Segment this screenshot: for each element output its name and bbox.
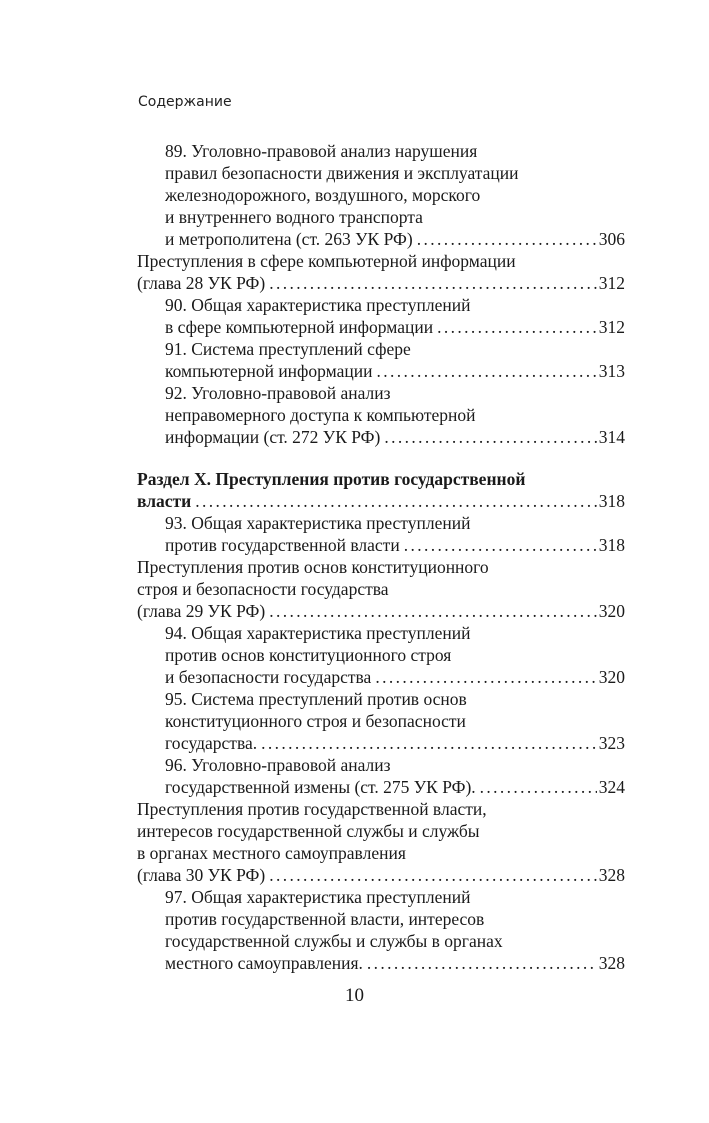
- toc-page-number: 306: [598, 229, 625, 249]
- toc-line: и безопасности государства: [165, 667, 372, 687]
- toc-line: в сфере компьютерной информации: [165, 317, 434, 337]
- toc-entry-95[interactable]: [137, 688, 625, 754]
- dot-leader: [480, 776, 597, 798]
- toc-entry-chapter-29[interactable]: [137, 556, 625, 622]
- toc-page-number: 312: [598, 273, 625, 293]
- toc-line: власти: [137, 491, 192, 511]
- dot-leader: [417, 228, 597, 250]
- toc-page-number: 318: [598, 491, 625, 511]
- toc-line: против государственной власти, интересов: [165, 909, 485, 929]
- toc-entry-97[interactable]: [137, 886, 625, 974]
- toc-line: (глава 29 УК РФ): [137, 601, 266, 621]
- toc-entry-90[interactable]: [137, 294, 625, 338]
- dot-leader: [384, 426, 596, 448]
- toc-line: (глава 28 УК РФ): [137, 273, 266, 293]
- dot-leader: [269, 272, 597, 294]
- toc-line: Преступления против государственной власти,: [137, 799, 487, 819]
- toc-line: и внутреннего водного транспорта: [165, 207, 423, 227]
- toc-line: 94. Общая характеристика преступлений: [165, 623, 471, 643]
- toc-line: 91. Система преступлений сфере: [165, 339, 411, 359]
- toc-line: против государственной власти: [165, 535, 400, 555]
- toc-page-number: 314: [598, 427, 625, 447]
- toc-line: компьютерной информации: [165, 361, 373, 381]
- toc-line: Преступления против основ конституционного: [137, 557, 489, 577]
- toc-line: 92. Уголовно-правовой анализ: [165, 383, 391, 403]
- toc-entry-92[interactable]: [137, 382, 625, 448]
- toc-line: (глава 30 УК РФ): [137, 865, 266, 885]
- toc-entry-91[interactable]: [137, 338, 625, 382]
- toc-line: местного самоуправления.: [165, 953, 363, 973]
- toc-line: в органах местного самоуправления: [137, 843, 406, 863]
- toc-entry-89[interactable]: [137, 140, 625, 250]
- toc-line: против основ конституционного строя: [165, 645, 452, 665]
- table-of-contents: [137, 140, 625, 974]
- toc-page-number: 312: [598, 317, 625, 337]
- dot-leader: [404, 534, 597, 556]
- dot-leader: [367, 952, 597, 974]
- toc-page-number: 323: [598, 733, 625, 753]
- page-number: 10: [345, 985, 364, 1006]
- toc-line: 95. Система преступлений против основ: [165, 689, 467, 709]
- dot-leader: [261, 732, 597, 754]
- toc-line: интересов государственной службы и службы: [137, 821, 480, 841]
- toc-entry-section-x[interactable]: [137, 468, 625, 512]
- toc-line: 93. Общая характеристика преступлений: [165, 513, 471, 533]
- toc-page-number: 320: [598, 667, 625, 687]
- dot-leader: [195, 490, 597, 512]
- toc-entry-94[interactable]: [137, 622, 625, 688]
- toc-line: Раздел X. Преступления против государственной: [137, 469, 526, 489]
- toc-line: правил безопасности движения и эксплуатации: [165, 163, 519, 183]
- dot-leader: [269, 600, 597, 622]
- toc-page-number: 318: [598, 535, 625, 555]
- toc-line: государства.: [165, 733, 258, 753]
- toc-page-number: 320: [598, 601, 625, 621]
- toc-entry-93[interactable]: [137, 512, 625, 556]
- toc-line: государственной службы и службы в органах: [165, 931, 503, 951]
- toc-line: государственной измены (ст. 275 УК РФ).: [165, 777, 476, 797]
- toc-entry-chapter-30[interactable]: [137, 798, 625, 886]
- toc-entry-96[interactable]: [137, 754, 625, 798]
- toc-line: строя и безопасности государства: [137, 579, 389, 599]
- toc-line: 90. Общая характеристика преступлений: [165, 295, 471, 315]
- toc-line: 97. Общая характеристика преступлений: [165, 887, 471, 907]
- toc-line: 89. Уголовно-правовой анализ нарушения: [165, 141, 478, 161]
- toc-line: неправомерного доступа к компьютерной: [165, 405, 476, 425]
- dot-leader: [269, 864, 597, 886]
- toc-page-number: 328: [598, 865, 625, 885]
- toc-line: Преступления в сфере компьютерной информации: [137, 251, 516, 271]
- toc-line: конституционного строя и безопасности: [165, 711, 466, 731]
- dot-leader: [375, 666, 596, 688]
- dot-leader: [376, 360, 596, 382]
- dot-leader: [437, 316, 597, 338]
- toc-line: 96. Уголовно-правовой анализ: [165, 755, 391, 775]
- toc-line: информации (ст. 272 УК РФ): [165, 427, 381, 447]
- toc-page-number: 328: [598, 953, 625, 973]
- running-head: Содержание: [138, 94, 232, 110]
- toc-line: железнодорожного, воздушного, морского: [165, 185, 481, 205]
- toc-entry-chapter-28[interactable]: [137, 250, 625, 294]
- toc-page-number: 313: [598, 361, 625, 381]
- toc-page-number: 324: [598, 777, 625, 797]
- toc-line: и метрополитена (ст. 263 УК РФ): [165, 229, 413, 249]
